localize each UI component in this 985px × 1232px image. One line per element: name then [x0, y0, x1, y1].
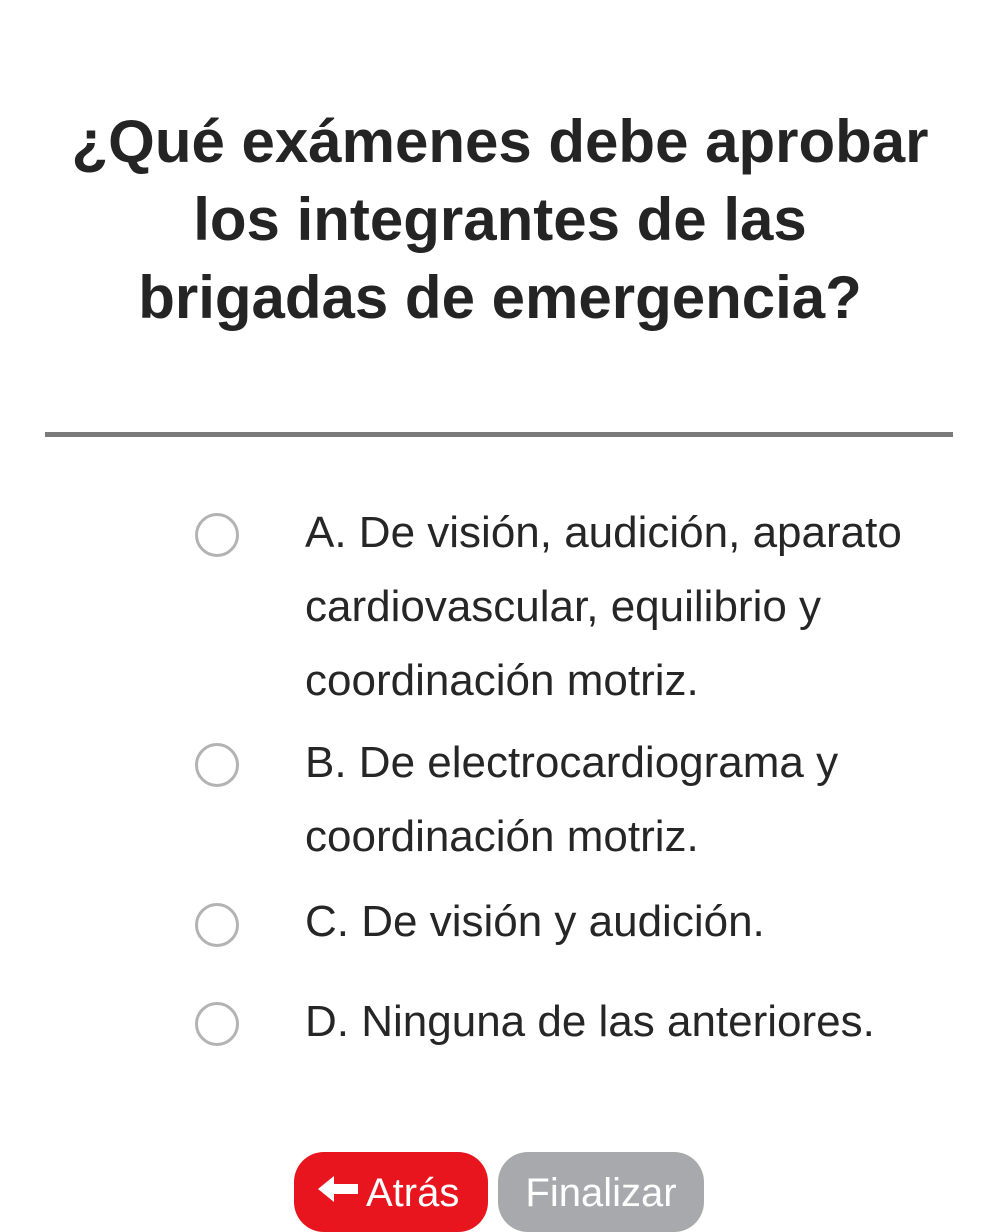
option-b-label: B. De electrocardiograma y coordinación motriz. [305, 738, 839, 861]
radio-empty-icon[interactable] [195, 1002, 239, 1046]
radio-empty-icon[interactable] [195, 743, 239, 787]
finish-button[interactable] [498, 1152, 704, 1232]
option-a-label: A. De visión, audición, aparato cardiovascular, equilibrio y coordinación motriz. [305, 508, 902, 705]
back-button[interactable] [294, 1152, 488, 1232]
question-text: ¿Qué exámenes debe aprobar los integrantes de las brigadas de emergencia? [71, 108, 929, 331]
arrow-left-icon [318, 1174, 358, 1204]
radio-empty-icon[interactable] [195, 513, 239, 557]
option-d-label: D. Ninguna de las anteriores. [305, 997, 875, 1046]
finish-button-label: Finalizar [525, 1171, 677, 1215]
back-button-label: Atrás [366, 1171, 460, 1215]
option-c-label: C. De visión y audición. [305, 897, 765, 946]
divider [45, 432, 953, 437]
radio-empty-icon[interactable] [195, 903, 239, 947]
